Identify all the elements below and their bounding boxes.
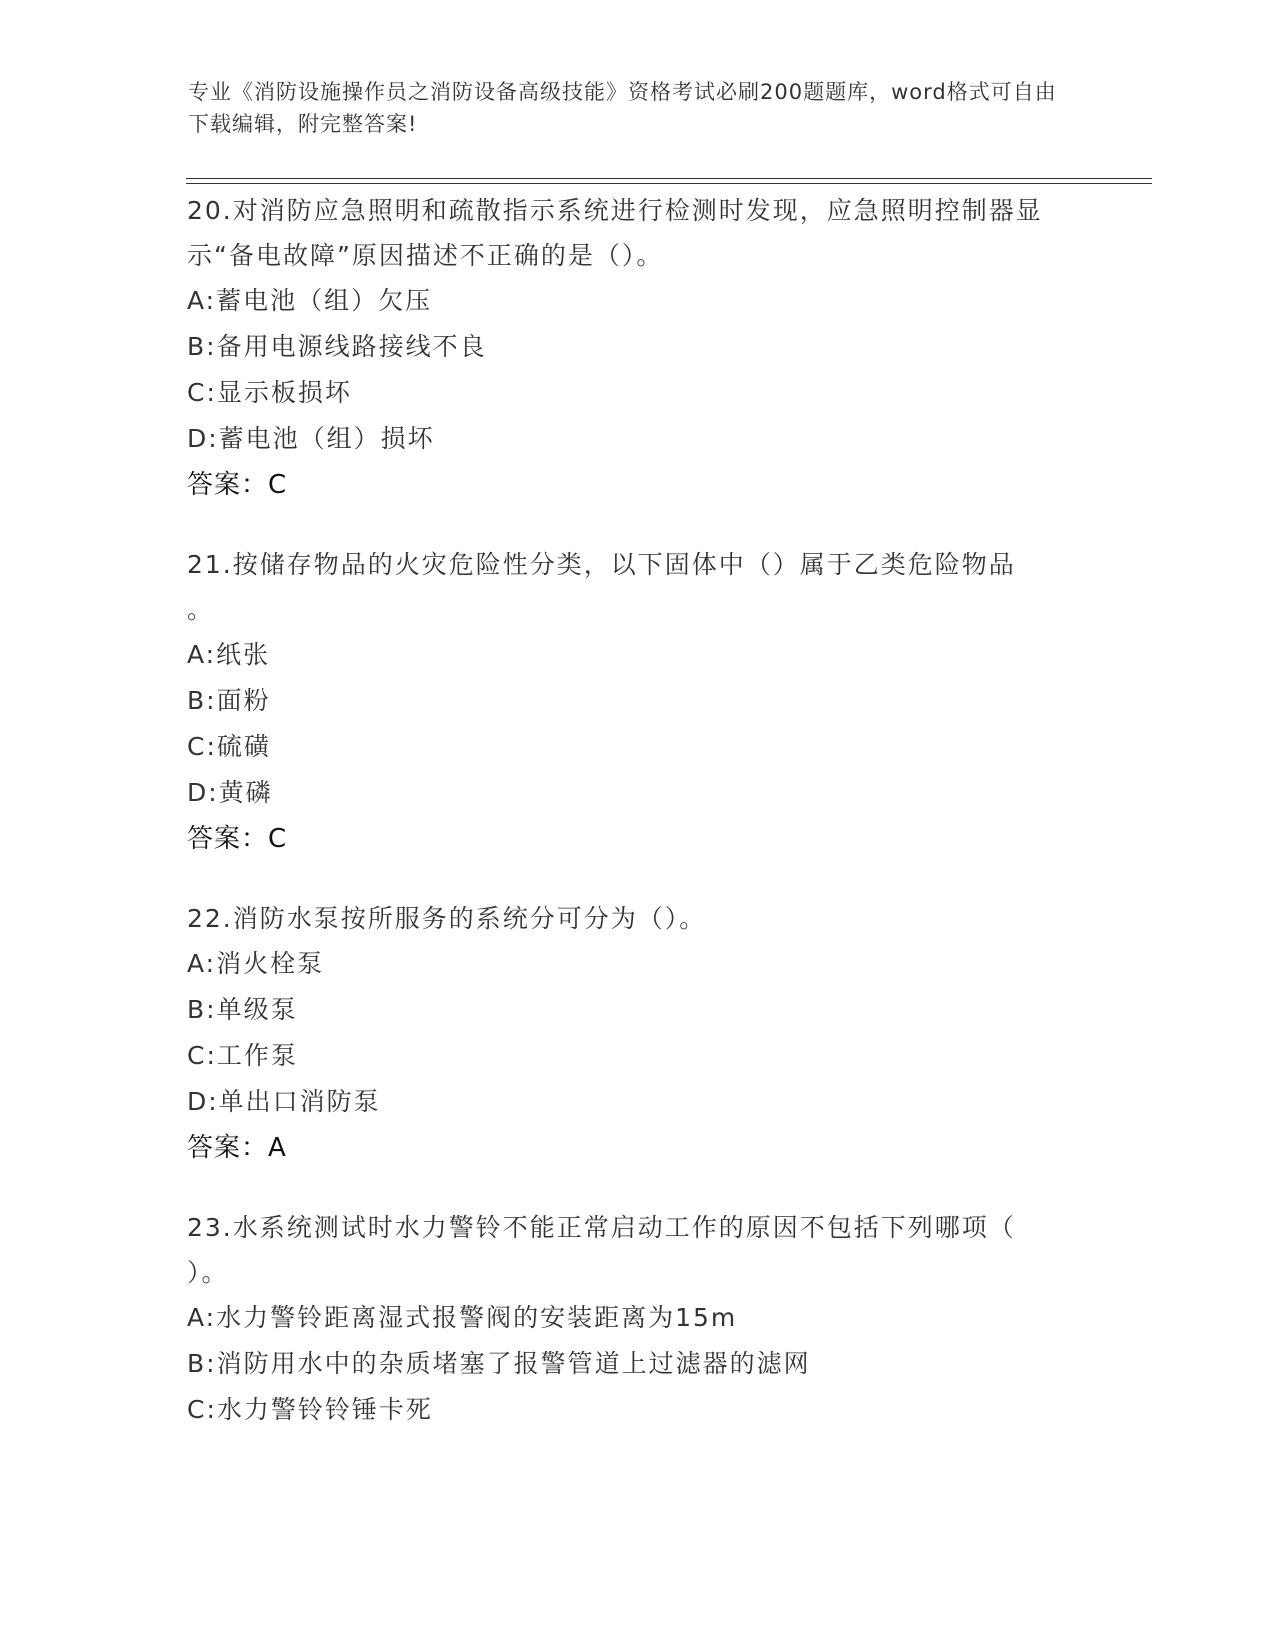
answer: 答案：C [187, 824, 288, 854]
question-text: 20.对消防应急照明和疏散指示系统进行检测时发现，应急照明控制器显示“备电故障”原因描述不正确的是（）。 [187, 196, 1043, 270]
option-c: C:工作泵 [187, 1041, 298, 1070]
option-c: C:硫磺 [187, 732, 271, 761]
option-b: B:面粉 [187, 686, 271, 715]
question-23 [187, 1205, 1087, 1433]
option-b: B:单级泵 [187, 995, 298, 1024]
question-list [187, 188, 1087, 1467]
header-divider-bottom [186, 183, 1152, 184]
option-d: D:蓄电池（组）损坏 [187, 424, 435, 453]
header-divider-top [186, 178, 1152, 179]
document-header: 专业《消防设施操作员之消防设备高级技能》资格考试必刷200题题库，word格式可自由下载编辑，附完整答案! [188, 80, 1057, 136]
option-a: A:纸张 [187, 640, 271, 669]
option-b: B:备用电源线路接线不良 [187, 332, 487, 361]
question-text: 23.水系统测试时水力警铃不能正常启动工作的原因不包括下列哪项（ ）。 [187, 1213, 1016, 1287]
option-a: A:消火栓泵 [187, 949, 325, 978]
option-d: D:黄磷 [187, 778, 273, 807]
option-a: A:蓄电池（组）欠压 [187, 286, 433, 315]
question-21 [187, 542, 1087, 862]
option-d: D:单出口消防泵 [187, 1087, 381, 1116]
option-b: B:消防用水中的杂质堵塞了报警管道上过滤器的滤网 [187, 1349, 811, 1378]
question-text: 22.消防水泵按所服务的系统分可分为（）。 [187, 904, 707, 933]
option-a: A:水力警铃距离湿式报警阀的安装距离为15m [187, 1303, 738, 1332]
option-c: C:水力警铃铃锤卡死 [187, 1395, 433, 1424]
answer: 答案：C [187, 470, 288, 500]
question-text: 21.按储存物品的火灾危险性分类，以下固体中（）属于乙类危险物品 。 [187, 550, 1016, 624]
question-20 [187, 188, 1087, 508]
answer: 答案：A [187, 1133, 287, 1163]
question-22 [187, 896, 1087, 1171]
option-c: C:显示板损坏 [187, 378, 352, 407]
